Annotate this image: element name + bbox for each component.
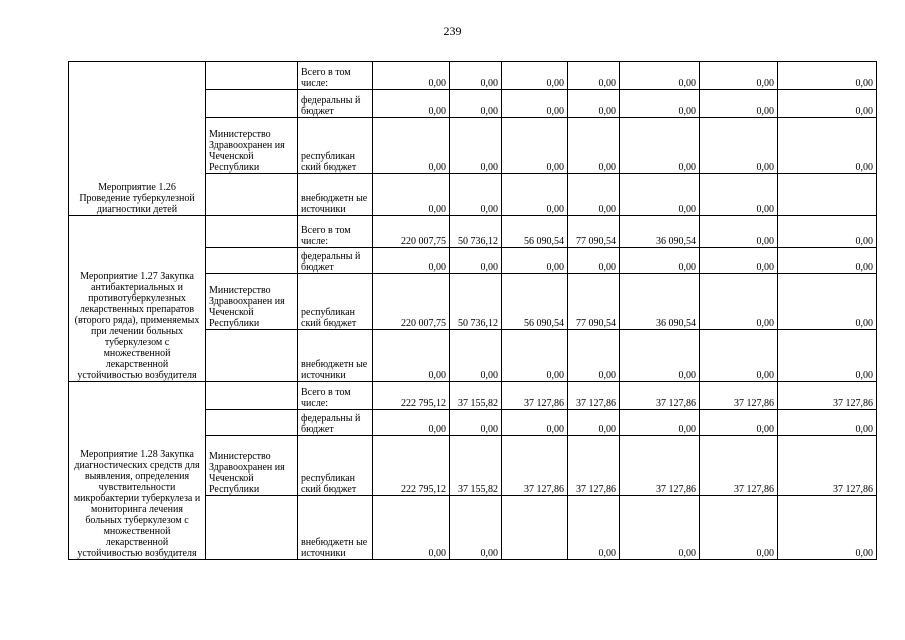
amount-cell: 0,00	[568, 62, 620, 90]
amount-cell: 0,00	[620, 330, 700, 382]
amount-cell: 0,00	[373, 496, 450, 560]
funding-source-cell: внебюджетн ые источники	[298, 174, 373, 216]
amount-cell: 0,00	[450, 62, 502, 90]
amount-cell: 0,00	[700, 118, 778, 174]
budget-table	[68, 61, 877, 560]
funding-source-cell: внебюджетн ые источники	[298, 330, 373, 382]
amount-cell: 220 007,75	[373, 216, 450, 248]
amount-cell: 0,00	[700, 216, 778, 248]
amount-cell: 0,00	[778, 274, 877, 330]
executor-cell	[206, 90, 298, 118]
amount-cell: 50 736,12	[450, 274, 502, 330]
executor-cell	[206, 62, 298, 90]
executor-cell: Министерство Здравоохранен ия Чеченской Республики	[206, 274, 298, 330]
amount-cell: 37 127,86	[568, 382, 620, 410]
amount-cell: 0,00	[502, 248, 568, 274]
amount-cell: 0,00	[778, 330, 877, 382]
amount-cell: 222 795,12	[373, 436, 450, 496]
amount-cell: 37 127,86	[620, 436, 700, 496]
amount-cell: 37 127,86	[620, 382, 700, 410]
executor-cell	[206, 216, 298, 248]
amount-cell: 0,00	[700, 410, 778, 436]
funding-source-cell: внебюджетн ые источники	[298, 496, 373, 560]
amount-cell: 0,00	[700, 90, 778, 118]
executor-cell	[206, 248, 298, 274]
executor-cell	[206, 330, 298, 382]
amount-cell: 37 127,86	[700, 382, 778, 410]
amount-cell: 50 736,12	[450, 216, 502, 248]
amount-cell: 0,00	[778, 118, 877, 174]
amount-cell: 56 090,54	[502, 216, 568, 248]
amount-cell: 0,00	[620, 174, 700, 216]
amount-cell: 0,00	[700, 62, 778, 90]
amount-cell: 0,00	[450, 90, 502, 118]
amount-cell: 0,00	[450, 330, 502, 382]
funding-source-cell: республикан ский бюджет	[298, 118, 373, 174]
amount-cell: 0,00	[502, 62, 568, 90]
amount-cell: 0,00	[778, 496, 877, 560]
event-name-cell: Мероприятие 1.27 Закупка антибактериальных и противотуберкулезных лекарственных препаратов (второго ряда), применяемых при лечении больных туберкулезом с множественной лекарственной устойчивостью возбудителя	[69, 216, 206, 382]
amount-cell: 0,00	[620, 248, 700, 274]
amount-cell: 36 090,54	[620, 216, 700, 248]
executor-cell: Министерство Здравоохранен ия Чеченской Республики	[206, 118, 298, 174]
amount-cell: 0,00	[450, 118, 502, 174]
table-row	[69, 382, 877, 410]
amount-cell: 0,00	[700, 330, 778, 382]
amount-cell: 0,00	[778, 248, 877, 274]
amount-cell: 0,00	[778, 410, 877, 436]
amount-cell: 0,00	[373, 410, 450, 436]
amount-cell: 0,00	[700, 174, 778, 216]
amount-cell: 56 090,54	[502, 274, 568, 330]
amount-cell: 37 127,86	[502, 382, 568, 410]
funding-source-cell: федеральны й бюджет	[298, 248, 373, 274]
amount-cell: 0,00	[700, 274, 778, 330]
amount-cell: 0,00	[778, 62, 877, 90]
amount-cell: 0,00	[568, 410, 620, 436]
funding-source-cell: Всего в том числе:	[298, 382, 373, 410]
executor-cell	[206, 410, 298, 436]
amount-cell: 0,00	[450, 248, 502, 274]
amount-cell: 0,00	[450, 174, 502, 216]
executor-cell	[206, 382, 298, 410]
amount-cell: 37 127,86	[502, 436, 568, 496]
amount-cell: 0,00	[778, 216, 877, 248]
amount-cell: 37 127,86	[568, 436, 620, 496]
amount-cell: 0,00	[502, 174, 568, 216]
funding-source-cell: Всего в том числе:	[298, 216, 373, 248]
event-name-cell: Мероприятие 1.28 Закупка диагностических средств для выявления, определения чувствительности микробактерии туберкулеза и мониторинга лечения больных туберкулезом с множественной лекарственной устойчивостью возбудителя	[69, 382, 206, 560]
amount-cell: 36 090,54	[620, 274, 700, 330]
amount-cell: 37 155,82	[450, 382, 502, 410]
amount-cell: 0,00	[568, 118, 620, 174]
amount-cell: 0,00	[502, 330, 568, 382]
amount-cell: 0,00	[568, 90, 620, 118]
table-row	[69, 62, 877, 90]
amount-cell: 0,00	[568, 330, 620, 382]
amount-cell: 0,00	[620, 118, 700, 174]
amount-cell: 0,00	[620, 62, 700, 90]
amount-cell	[778, 174, 877, 216]
amount-cell	[502, 496, 568, 560]
amount-cell: 77 090,54	[568, 216, 620, 248]
amount-cell: 0,00	[373, 248, 450, 274]
amount-cell: 0,00	[620, 496, 700, 560]
amount-cell: 0,00	[502, 410, 568, 436]
table-row	[69, 216, 877, 248]
amount-cell: 222 795,12	[373, 382, 450, 410]
funding-source-cell: республикан ский бюджет	[298, 436, 373, 496]
amount-cell: 220 007,75	[373, 274, 450, 330]
amount-cell: 0,00	[373, 62, 450, 90]
executor-cell	[206, 174, 298, 216]
amount-cell: 0,00	[373, 90, 450, 118]
amount-cell: 0,00	[373, 330, 450, 382]
amount-cell: 77 090,54	[568, 274, 620, 330]
executor-cell	[206, 496, 298, 560]
funding-source-cell: республикан ский бюджет	[298, 274, 373, 330]
amount-cell: 0,00	[373, 174, 450, 216]
funding-source-cell: Всего в том числе:	[298, 62, 373, 90]
amount-cell: 0,00	[620, 410, 700, 436]
amount-cell: 37 127,86	[778, 382, 877, 410]
amount-cell: 37 155,82	[450, 436, 502, 496]
executor-cell: Министерство Здравоохранен ия Чеченской Республики	[206, 436, 298, 496]
amount-cell: 0,00	[568, 496, 620, 560]
amount-cell: 0,00	[450, 410, 502, 436]
funding-source-cell: федеральны й бюджет	[298, 410, 373, 436]
amount-cell: 37 127,86	[700, 436, 778, 496]
funding-source-cell: федеральны й бюджет	[298, 90, 373, 118]
page-number: 239	[443, 24, 462, 38]
amount-cell: 0,00	[700, 496, 778, 560]
amount-cell: 0,00	[502, 90, 568, 118]
amount-cell: 0,00	[568, 248, 620, 274]
amount-cell: 37 127,86	[778, 436, 877, 496]
amount-cell: 0,00	[450, 496, 502, 560]
amount-cell: 0,00	[620, 90, 700, 118]
event-name-cell: Мероприятие 1.26 Проведение туберкулезной диагностики детей	[69, 62, 206, 216]
amount-cell: 0,00	[373, 118, 450, 174]
amount-cell: 0,00	[568, 174, 620, 216]
amount-cell: 0,00	[700, 248, 778, 274]
amount-cell: 0,00	[778, 90, 877, 118]
amount-cell: 0,00	[502, 118, 568, 174]
